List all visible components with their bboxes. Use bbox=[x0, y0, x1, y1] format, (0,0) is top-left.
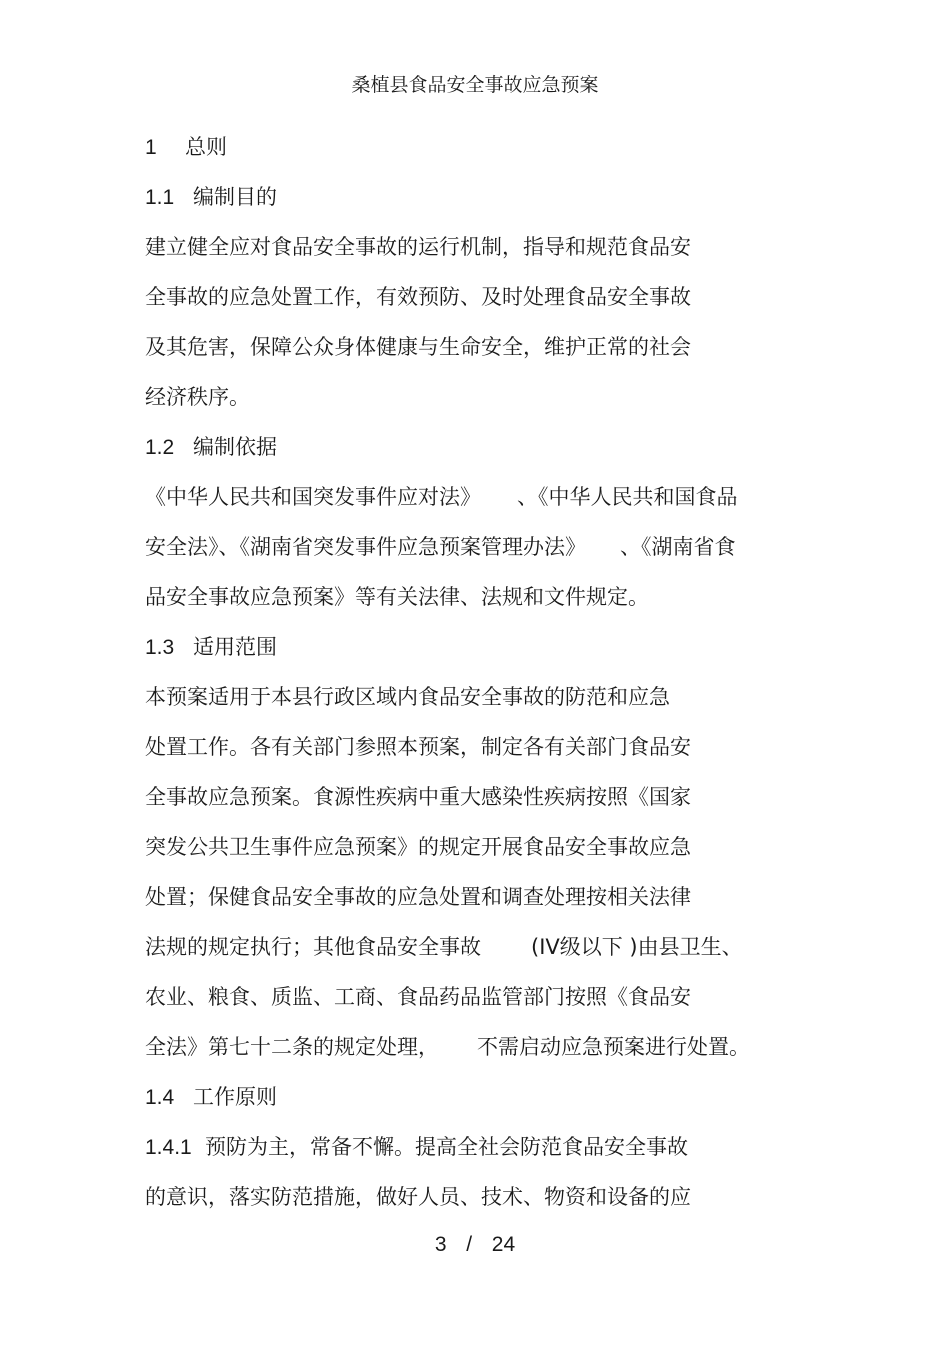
paragraph-line: 处置；保健食品安全事故的应急处置和调查处理按相关法律 bbox=[145, 885, 691, 909]
paragraph-line: 全事故的应急处置工作，有效预防、及时处理食品安全事故 bbox=[145, 285, 691, 309]
section-heading-1 bbox=[145, 129, 227, 166]
paragraph-line: 农业、粮食、质监、工商、食品药品监管部门按照《食品安 bbox=[145, 985, 691, 1009]
paragraph-line bbox=[145, 1029, 750, 1065]
paragraph-line: 全事故应急预案。食源性疾病中重大感染性疾病按照《国家 bbox=[145, 785, 691, 809]
paragraph-line: 品安全事故应急预案》等有关法律、法规和文件规定。 bbox=[145, 585, 649, 609]
paragraph-line: 本预案适用于本县行政区域内食品安全事故的防范和应急 bbox=[145, 685, 670, 709]
paragraph-line: 建立健全应对食品安全事故的运行机制，指导和规范食品安 bbox=[145, 235, 691, 259]
text-fragment: 安全法》、《湖南省突发事件应急预案管理办法》 bbox=[145, 535, 586, 559]
text-fragment: 不需启动应急预案进行处置。 bbox=[477, 1035, 750, 1059]
section-heading-1-4-1 bbox=[145, 1129, 688, 1166]
paragraph-line bbox=[145, 479, 738, 515]
section-title: 编制依据 bbox=[193, 435, 277, 459]
text-fragment: 、《湖南省食 bbox=[620, 535, 736, 559]
text-fragment: 全法》第七十二条的规定处理， bbox=[145, 1035, 439, 1059]
page-separator: / bbox=[466, 1233, 473, 1256]
section-heading-1-1 bbox=[145, 179, 277, 216]
section-heading-1-2 bbox=[145, 429, 277, 466]
section-number: 1.2 bbox=[145, 436, 175, 459]
paragraph-line: 突发公共卫生事件应急预案》的规定开展食品安全事故应急 bbox=[145, 835, 691, 859]
text-fragment: 《中华人民共和国突发事件应对法》 bbox=[145, 485, 481, 509]
section-heading-1-3 bbox=[145, 629, 277, 666]
page-indicator bbox=[0, 1227, 950, 1263]
paragraph-line: 处置工作。各有关部门参照本预案，制定各有关部门食品安 bbox=[145, 735, 691, 759]
section-number: 1.4.1 bbox=[145, 1136, 192, 1159]
section-title: 适用范围 bbox=[193, 635, 277, 659]
text-fragment: 法规的规定执行；其他食品安全事故 bbox=[145, 935, 481, 959]
paragraph-line: 的意识，落实防范措施，做好人员、技术、物资和设备的应 bbox=[145, 1185, 691, 1209]
paragraph-text: 预防为主，常备不懈。提高全社会防范食品安全事故 bbox=[205, 1135, 688, 1159]
section-title: 编制目的 bbox=[193, 185, 277, 209]
text-fragment: 、《中华人民共和国食品 bbox=[517, 485, 738, 509]
section-number: 1.3 bbox=[145, 636, 175, 659]
section-title: 工作原则 bbox=[193, 1085, 277, 1109]
paragraph-line: 经济秩序。 bbox=[145, 385, 250, 409]
page-total: 24 bbox=[491, 1233, 516, 1256]
paragraph-line bbox=[145, 929, 743, 965]
section-title: 总则 bbox=[185, 135, 227, 159]
section-heading-1-4 bbox=[145, 1079, 277, 1116]
section-number: 1 bbox=[145, 136, 157, 159]
text-fragment: (IV级以下 )由县卫生、 bbox=[531, 935, 743, 959]
section-number: 1.1 bbox=[145, 186, 175, 209]
paragraph-line bbox=[145, 529, 736, 565]
paragraph-line: 及其危害，保障公众身体健康与生命安全，维护正常的社会 bbox=[145, 335, 691, 359]
page-title: 桑植县食品安全事故应急预案 bbox=[351, 74, 599, 96]
page-current: 3 bbox=[434, 1233, 447, 1256]
section-number: 1.4 bbox=[145, 1086, 175, 1109]
